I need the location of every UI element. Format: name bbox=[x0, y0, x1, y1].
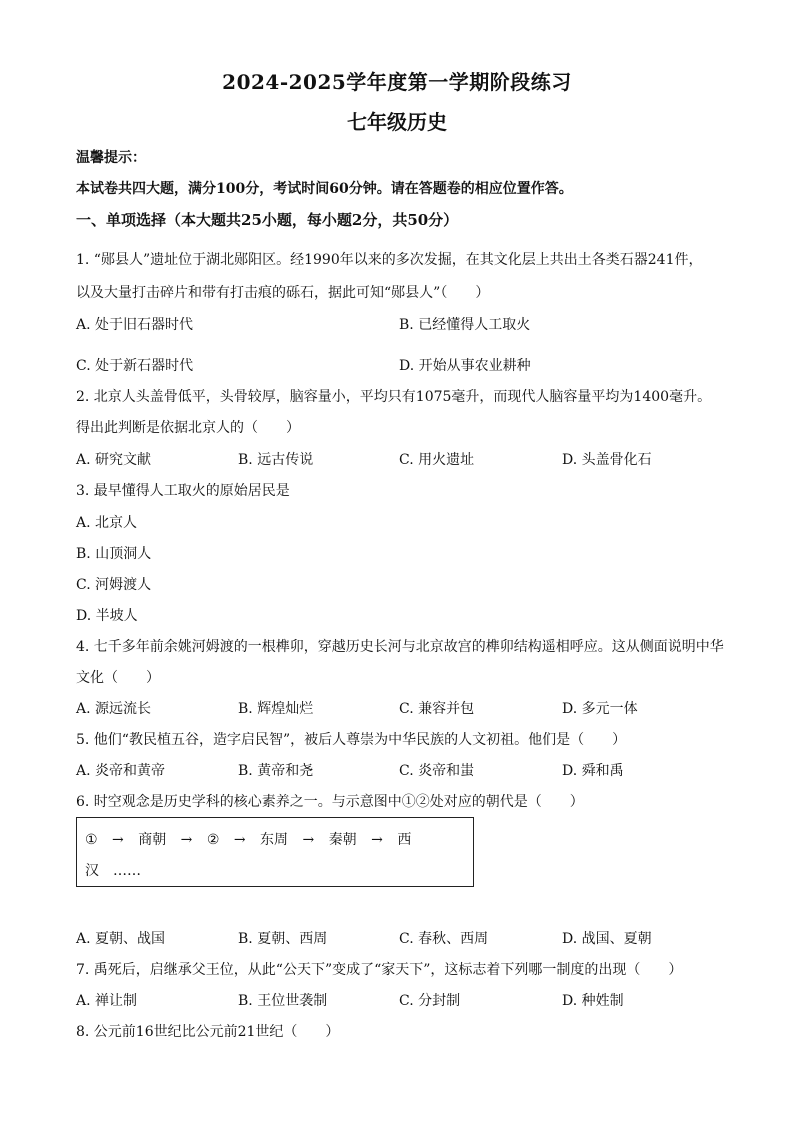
diagram-row-1 bbox=[85, 829, 421, 849]
marker-2: ② bbox=[206, 832, 220, 848]
question-7-option-b: B. 王位世袭制 bbox=[238, 993, 328, 1009]
question-2-option-d: D. 头盖骨化石 bbox=[562, 452, 652, 468]
question-4-line-1: 4. 七千多年前余姚河姆渡的一根榫卯，穿越历史长河与北京故宫的榫卯结构遥相呼应。这从侧面说明中华 bbox=[76, 639, 724, 655]
arrow-icon: → bbox=[371, 832, 383, 848]
diagram-row-2: 汉 …… bbox=[85, 863, 141, 879]
dynasty-sequence-diagram bbox=[76, 817, 474, 887]
question-6-line-1: 6. 时空观念是历史学科的核心素养之一。与示意图中①②处对应的朝代是（ ） bbox=[76, 794, 584, 810]
question-1-option-a: A. 处于旧石器时代 bbox=[76, 317, 194, 333]
question-1-option-b: B. 已经懂得人工取火 bbox=[399, 317, 531, 333]
arrow-icon: → bbox=[180, 832, 193, 848]
question-3-option-c: C. 河姆渡人 bbox=[76, 577, 152, 593]
question-1-option-c: C. 处于新石器时代 bbox=[76, 358, 194, 374]
question-6-option-d: D. 战国、夏朝 bbox=[562, 931, 652, 947]
notice-text: 本试卷共四大题，满分100分，考试时间60分钟。请在答题卷的相应位置作答。 bbox=[76, 181, 573, 197]
arrow-icon: → bbox=[112, 832, 124, 848]
question-7-option-a: A. 禅让制 bbox=[76, 993, 138, 1009]
question-4-line-2: 文化（ ） bbox=[76, 670, 160, 686]
question-6-option-a: A. 夏朝、战国 bbox=[76, 931, 166, 947]
notice-heading: 温馨提示： bbox=[76, 150, 146, 166]
question-2-option-c: C. 用火遗址 bbox=[399, 452, 475, 468]
question-1-line-1: 1. “郧县人”遗址位于湖北郧阳区。经1990年以来的多次发掘，在其文化层上共出土各类石器241件， bbox=[76, 252, 703, 268]
dynasty-western-han-start: 西 bbox=[397, 832, 412, 848]
question-4-option-b: B. 辉煌灿烂 bbox=[238, 701, 314, 717]
question-5-line-1: 5. 他们“教民植五谷，造字启民智”，被后人尊崇为中华民族的人文初祖。他们是（ ） bbox=[76, 732, 627, 748]
question-6-option-c: C. 春秋、西周 bbox=[399, 931, 489, 947]
question-5-option-c: C. 炎帝和蚩 bbox=[399, 763, 475, 779]
arrow-icon: → bbox=[233, 832, 246, 848]
marker-1: ① bbox=[85, 832, 98, 848]
question-2-line-1: 2. 北京人头盖骨低平，头骨较厚，脑容量小，平均只有1075毫升，而现代人脑容量平均为1400毫升。 bbox=[76, 389, 712, 405]
question-2-line-2: 得出此判断是依据北京人的（ ） bbox=[76, 420, 300, 436]
section-heading: 一、单项选择（本大题共25小题，每小题2分，共50分） bbox=[76, 211, 459, 229]
question-4-option-c: C. 兼容并包 bbox=[399, 701, 475, 717]
dynasty-shang: 商朝 bbox=[138, 832, 167, 848]
question-7-option-c: C. 分封制 bbox=[399, 993, 461, 1009]
question-4-option-d: D. 多元一体 bbox=[562, 701, 638, 717]
question-3-option-d: D. 半坡人 bbox=[76, 608, 138, 624]
arrow-icon: → bbox=[302, 832, 315, 848]
question-7-option-d: D. 种姓制 bbox=[562, 993, 624, 1009]
question-3-option-a: A. 北京人 bbox=[76, 515, 138, 531]
question-1-option-d: D. 开始从事农业耕种 bbox=[399, 358, 531, 374]
question-4-option-a: A. 源远流长 bbox=[76, 701, 152, 717]
question-8-line-1: 8. 公元前16世纪比公元前21世纪（ ） bbox=[76, 1024, 340, 1040]
question-3-option-b: B. 山顶洞人 bbox=[76, 546, 152, 562]
question-3-line-1: 3. 最早懂得人工取火的原始居民是 bbox=[76, 483, 290, 499]
question-2-option-a: A. 研究文献 bbox=[76, 452, 152, 468]
dynasty-qin: 秦朝 bbox=[328, 832, 357, 848]
question-7-line-1: 7. 禹死后，启继承父王位，从此“公天下”变成了“家天下”，这标志着下列哪一制度的出现（ ） bbox=[76, 962, 683, 978]
dynasty-eastern-zhou: 东周 bbox=[260, 832, 289, 848]
question-2-option-b: B. 远古传说 bbox=[238, 452, 314, 468]
question-6-option-b: B. 夏朝、西周 bbox=[238, 931, 328, 947]
question-1-line-2: 以及大量打击碎片和带有打击痕的砾石，据此可知“郧县人”（ ） bbox=[76, 285, 490, 301]
question-5-option-b: B. 黄帝和尧 bbox=[238, 763, 314, 779]
question-5-option-d: D. 舜和禹 bbox=[562, 763, 624, 779]
exam-subtitle: 七年级历史 bbox=[347, 110, 447, 134]
question-5-option-a: A. 炎帝和黄帝 bbox=[76, 763, 166, 779]
exam-title: 2024-2025学年度第一学期阶段练习 bbox=[222, 70, 572, 94]
